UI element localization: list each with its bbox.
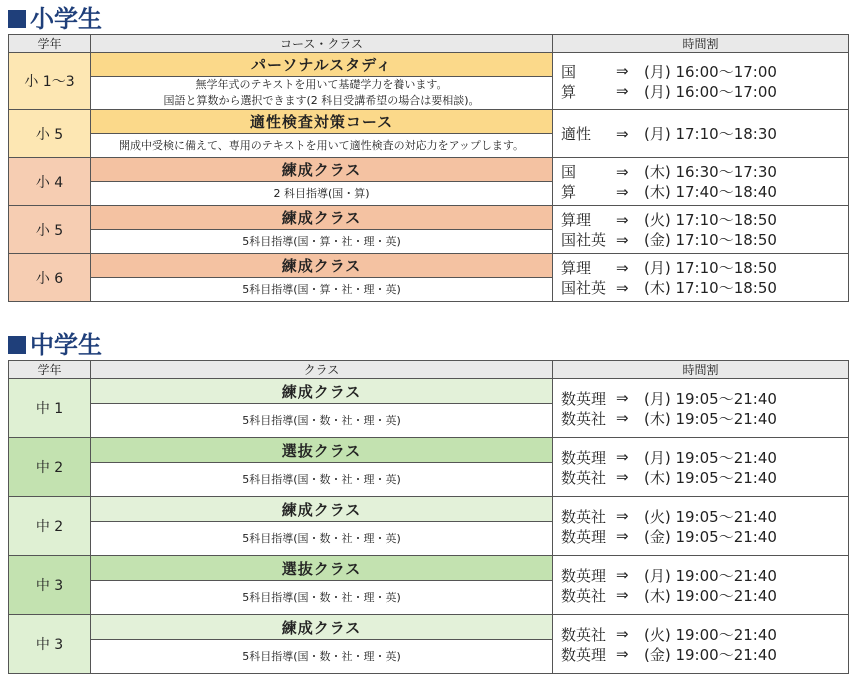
table-row <box>9 556 849 581</box>
table-row <box>9 110 849 134</box>
schedule-cell <box>553 379 849 438</box>
time: (金) 19:00〜21:40 <box>644 645 777 664</box>
subject: 数英社 <box>561 468 607 487</box>
subject: 数英社 <box>561 625 607 644</box>
arrow-icon: ⇒ <box>616 527 629 545</box>
course-name: 適性検査対策コース <box>91 110 553 134</box>
course-name: 選抜クラス <box>91 556 553 581</box>
time: (月) 16:00〜17:00 <box>644 82 777 101</box>
subject: 算理 <box>561 211 592 229</box>
course-header: コース・クラス <box>91 35 553 53</box>
arrow-icon: ⇒ <box>616 409 629 427</box>
subject: 算理 <box>561 259 592 277</box>
table-row <box>9 497 849 522</box>
title-square-icon <box>8 336 26 354</box>
course-description: 5科目指導(国・数・社・理・英) <box>91 640 553 674</box>
course-name: 練成クラス <box>91 254 553 278</box>
grade-cell: 小 1〜3 <box>9 53 91 110</box>
elementary-section <box>8 4 848 302</box>
time: (月) 16:00〜17:00 <box>644 62 777 81</box>
course-name: 練成クラス <box>91 379 553 404</box>
course-name: 練成クラス <box>91 158 553 182</box>
time: (木) 16:30〜17:30 <box>644 163 777 181</box>
time: (火) 19:00〜21:40 <box>644 625 777 644</box>
subject: 数英社 <box>561 409 607 428</box>
time: (木) 19:05〜21:40 <box>644 468 777 487</box>
schedule-cell <box>553 438 849 497</box>
grade-cell: 小 6 <box>9 254 91 302</box>
subject: 数英理 <box>561 566 607 585</box>
course-description: 5科目指導(国・数・社・理・英) <box>91 522 553 556</box>
grade-cell: 小 4 <box>9 158 91 206</box>
arrow-icon: ⇒ <box>616 625 629 643</box>
course-description: 2 科目指導(国・算) <box>91 182 553 206</box>
time: (月) 19:00〜21:40 <box>644 566 777 585</box>
grade-cell: 小 5 <box>9 206 91 254</box>
course-name: 練成クラス <box>91 615 553 640</box>
time: (月) 19:05〜21:40 <box>644 389 777 408</box>
subject: 数英理 <box>561 527 607 546</box>
subject: 国 <box>561 62 577 81</box>
grade-cell: 中 1 <box>9 379 91 438</box>
table-row <box>9 158 849 182</box>
grade-cell: 中 2 <box>9 438 91 497</box>
course-description: 5科目指導(国・数・社・理・英) <box>91 463 553 497</box>
arrow-icon: ⇒ <box>616 468 629 486</box>
table-row <box>9 438 849 463</box>
elementary-table <box>8 34 849 302</box>
title-square-icon <box>8 10 26 28</box>
schedule-cell <box>553 556 849 615</box>
subject: 数英理 <box>561 645 607 664</box>
table-row <box>9 53 849 77</box>
arrow-icon: ⇒ <box>616 586 629 604</box>
subject: 数英理 <box>561 389 607 408</box>
course-description: 5科目指導(国・算・社・理・英) <box>91 278 553 302</box>
subject: 数英社 <box>561 586 607 605</box>
course-name: 選抜クラス <box>91 438 553 463</box>
junior-table <box>8 360 849 674</box>
junior-title: 中学生 <box>8 330 848 360</box>
grade-cell: 中 3 <box>9 556 91 615</box>
subject: 算 <box>561 82 577 101</box>
grade-cell: 中 3 <box>9 615 91 674</box>
elementary-title: 小学生 <box>8 4 848 34</box>
arrow-icon: ⇒ <box>616 507 629 525</box>
table-row <box>9 379 849 404</box>
time: (月) 19:05〜21:40 <box>644 448 777 467</box>
table-row <box>9 615 849 640</box>
course-description: 無学年式のテキストを用いて基礎学力を養います。 国語と算数から選択できます(2 科目受講希望の場合は要相談)。 <box>91 77 553 110</box>
schedule-cell <box>553 158 849 206</box>
time: (火) 19:05〜21:40 <box>644 507 777 526</box>
arrow-icon: ⇒ <box>616 566 629 584</box>
time: (木) 19:00〜21:40 <box>644 586 777 605</box>
arrow-icon: ⇒ <box>616 162 629 181</box>
arrow-icon: ⇒ <box>616 82 629 100</box>
subject: 国社英 <box>561 279 607 297</box>
schedule-cell <box>553 254 849 302</box>
course-description: 5科目指導(国・数・社・理・英) <box>91 404 553 438</box>
time: (木) 17:40〜18:40 <box>644 183 777 201</box>
subject: 数英理 <box>561 448 607 467</box>
schedule-cell <box>553 615 849 674</box>
table-header <box>9 361 849 379</box>
arrow-icon: ⇒ <box>616 124 629 143</box>
arrow-icon: ⇒ <box>616 62 629 80</box>
time: (木) 19:05〜21:40 <box>644 409 777 428</box>
course-description: 5科目指導(国・算・社・理・英) <box>91 230 553 254</box>
schedule-cell <box>553 110 849 158</box>
arrow-icon: ⇒ <box>616 258 629 277</box>
course-description: 開成中受検に備えて、専用のテキストを用いて適性検査の対応力をアップします。 <box>91 134 553 158</box>
schedule-cell <box>553 206 849 254</box>
course-name: 練成クラス <box>91 497 553 522</box>
arrow-icon: ⇒ <box>616 230 629 249</box>
schedule-cell <box>553 53 849 110</box>
table-row <box>9 254 849 278</box>
course-name: パーソナルスタディ <box>91 53 553 77</box>
subject: 算 <box>561 183 577 201</box>
arrow-icon: ⇒ <box>616 278 629 297</box>
time: (月) 17:10〜18:30 <box>644 125 777 143</box>
time: (金) 17:10〜18:50 <box>644 231 777 249</box>
junior-section <box>8 330 848 674</box>
time: (月) 17:10〜18:50 <box>644 259 777 277</box>
subject: 数英社 <box>561 507 607 526</box>
arrow-icon: ⇒ <box>616 645 629 663</box>
subject: 国社英 <box>561 231 607 249</box>
grade-header: 学年 <box>9 361 91 379</box>
time: (金) 19:05〜21:40 <box>644 527 777 546</box>
arrow-icon: ⇒ <box>616 389 629 407</box>
schedule-header: 時間割 <box>553 361 849 379</box>
time: (木) 17:10〜18:50 <box>644 279 777 297</box>
subject: 適性 <box>561 125 592 143</box>
course-name: 練成クラス <box>91 206 553 230</box>
schedule-cell <box>553 497 849 556</box>
course-description: 5科目指導(国・数・社・理・英) <box>91 581 553 615</box>
grade-cell: 小 5 <box>9 110 91 158</box>
grade-header: 学年 <box>9 35 91 53</box>
course-header: クラス <box>91 361 553 379</box>
time: (火) 17:10〜18:50 <box>644 211 777 229</box>
grade-cell: 中 2 <box>9 497 91 556</box>
table-row <box>9 206 849 230</box>
arrow-icon: ⇒ <box>616 448 629 466</box>
subject: 国 <box>561 163 577 181</box>
arrow-icon: ⇒ <box>616 210 629 229</box>
table-header <box>9 35 849 53</box>
arrow-icon: ⇒ <box>616 182 629 201</box>
schedule-header: 時間割 <box>553 35 849 53</box>
